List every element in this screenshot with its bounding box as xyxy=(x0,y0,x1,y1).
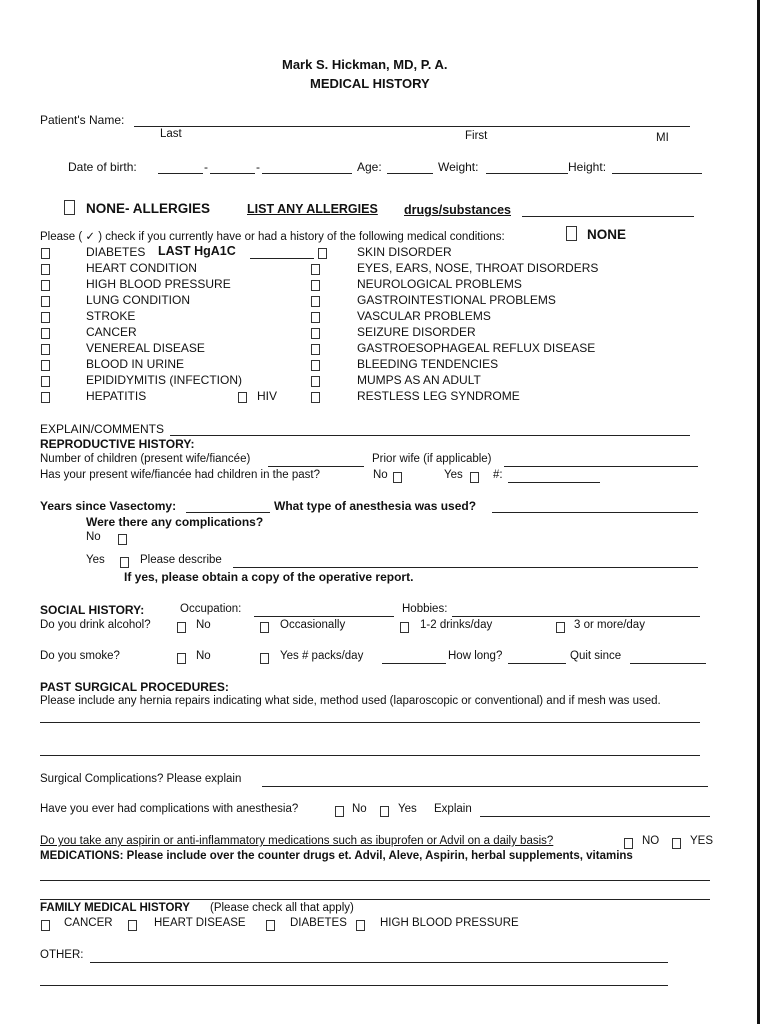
children-label: Number of children (present wife/fiancée) xyxy=(40,453,251,465)
condition-checkbox[interactable] xyxy=(41,328,50,339)
condition-label: CANCER xyxy=(86,325,137,339)
dob-dash-1: - xyxy=(204,160,208,174)
describe-field[interactable] xyxy=(233,567,698,568)
condition-checkbox[interactable] xyxy=(311,312,320,323)
patient-name-label: Patient's Name: xyxy=(40,113,125,127)
aspirin-yes-checkbox[interactable] xyxy=(672,838,681,849)
allergies-field[interactable] xyxy=(522,216,694,217)
operative-report-note: If yes, please obtain a copy of the operative report. xyxy=(124,570,414,584)
height-field[interactable] xyxy=(612,173,702,174)
condition-label: STROKE xyxy=(86,309,136,323)
condition-label: GASTROINTESTIONAL PROBLEMS xyxy=(357,293,556,307)
prior-wife-field[interactable] xyxy=(504,466,698,467)
age-field[interactable] xyxy=(387,173,433,174)
surgical-complications-label: Surgical Complications? Please explain xyxy=(40,773,242,785)
aspirin-yes-label: YES xyxy=(690,835,714,847)
alcohol-occasionally-label: Occasionally xyxy=(280,619,346,631)
patient-name-field[interactable] xyxy=(134,126,690,127)
condition-label: MUMPS AS AN ADULT xyxy=(357,373,481,387)
hobbies-label: Hobbies: xyxy=(402,603,448,615)
condition-label: GASTROESOPHAGEAL REFLUX DISEASE xyxy=(357,341,596,355)
please-describe-label: Please describe xyxy=(140,554,222,566)
condition-label: SKIN DISORDER xyxy=(357,245,452,259)
anesthesia-explain-field[interactable] xyxy=(480,816,710,817)
surgical-field-2[interactable] xyxy=(40,755,700,756)
anesthesia-no-checkbox[interactable] xyxy=(335,806,344,817)
condition-checkbox[interactable] xyxy=(41,312,50,323)
medications-label: MEDICATIONS: Please include over the counter drugs et. Advil, Aleve, Aspirin, herbal supplements, vitamins xyxy=(40,850,633,862)
age-label: Age: xyxy=(357,160,382,174)
dob-field-day[interactable] xyxy=(210,173,255,174)
packs-per-day-field[interactable] xyxy=(382,663,446,664)
surgical-heading: PAST SURGICAL PROCEDURES: xyxy=(40,680,229,694)
condition-label: EYES, EARS, NOSE, THROAT DISORDERS xyxy=(357,261,599,275)
conditions-instruction: Please ( ✓ ) check if you currently have or had a history of the following medical conditions: xyxy=(40,231,505,243)
dob-label: Date of birth: xyxy=(68,160,137,174)
condition-checkbox[interactable] xyxy=(41,392,50,403)
aspirin-no-label: NO xyxy=(642,835,660,847)
first-name-caption: First xyxy=(465,130,488,142)
family-heart-checkbox[interactable] xyxy=(128,920,137,931)
smoke-yes-checkbox[interactable] xyxy=(260,653,269,664)
children-field[interactable] xyxy=(268,466,364,467)
other-field-2[interactable] xyxy=(40,985,668,986)
condition-label: HEART CONDITION xyxy=(86,261,197,275)
reproductive-heading: REPRODUCTIVE HISTORY: xyxy=(40,437,195,451)
condition-checkbox[interactable] xyxy=(41,376,50,387)
anesthesia-complications-question: Have you ever had complications with anesthesia? xyxy=(40,803,299,815)
alcohol-3-more-checkbox[interactable] xyxy=(556,622,565,633)
alcohol-3-more-label: 3 or more/day xyxy=(574,619,645,631)
how-long-label: How long? xyxy=(448,650,503,662)
social-heading: SOCIAL HISTORY: xyxy=(40,603,145,617)
wife-children-label: Has your present wife/fiancée had children in the past? xyxy=(40,469,320,481)
aspirin-no-checkbox[interactable] xyxy=(624,838,633,849)
condition-checkbox[interactable] xyxy=(311,264,320,275)
smoke-no-label: No xyxy=(196,650,211,662)
anesthesia-explain-label: Explain xyxy=(434,803,472,815)
weight-label: Weight: xyxy=(438,160,479,174)
condition-checkbox[interactable] xyxy=(41,280,50,291)
condition-checkbox[interactable] xyxy=(311,280,320,291)
condition-label: EPIDIDYMITIS (INFECTION) xyxy=(86,373,242,387)
wife-children-no-checkbox[interactable] xyxy=(393,472,402,483)
family-item-label: CANCER xyxy=(64,917,113,929)
last-name-caption: Last xyxy=(160,128,182,140)
medications-field-1[interactable] xyxy=(40,880,710,881)
condition-label: HEPATITIS xyxy=(86,389,147,403)
complications-question: Were there any complications? xyxy=(86,515,264,529)
none-conditions-label: NONE xyxy=(587,227,627,242)
page-edge-border xyxy=(757,0,760,1024)
condition-label: SEIZURE DISORDER xyxy=(357,325,476,339)
condition-checkbox[interactable] xyxy=(311,360,320,371)
aspirin-question: Do you take any aspirin or anti-inflammatory medications such as ibuprofen or Advil on a daily basis? xyxy=(40,835,554,847)
condition-label: BLOOD IN URINE xyxy=(86,357,185,371)
last-hga1c-label: LAST HgA1C xyxy=(158,244,236,258)
hobbies-field[interactable] xyxy=(452,616,700,617)
wife-children-yes-checkbox[interactable] xyxy=(470,472,479,483)
dob-dash-2: - xyxy=(256,160,260,174)
condition-label: BLEEDING TENDENCIES xyxy=(357,357,499,371)
family-diabetes-checkbox[interactable] xyxy=(266,920,275,931)
other-field-1[interactable] xyxy=(90,962,668,963)
quit-since-label: Quit since xyxy=(570,650,622,662)
hiv-checkbox[interactable] xyxy=(238,392,247,403)
wife-children-count-field[interactable] xyxy=(508,482,600,483)
condition-checkbox[interactable] xyxy=(311,392,320,403)
family-item-label: DIABETES xyxy=(290,917,347,929)
family-item-label: HEART DISEASE xyxy=(154,917,246,929)
none-allergies-checkbox[interactable] xyxy=(64,200,75,215)
condition-label: VENEREAL DISEASE xyxy=(86,341,205,355)
condition-label: DIABETES xyxy=(86,245,146,259)
wife-children-yes-label: Yes xyxy=(444,469,463,481)
mi-caption: MI xyxy=(656,132,669,144)
alcohol-1-2-checkbox[interactable] xyxy=(400,622,409,633)
family-heading: FAMILY MEDICAL HISTORY xyxy=(40,902,190,914)
anesthesia-type-field[interactable] xyxy=(492,512,698,513)
wife-children-count-label: #: xyxy=(493,469,503,481)
condition-label: HIGH BLOOD PRESSURE xyxy=(86,277,231,291)
condition-checkbox[interactable] xyxy=(311,344,320,355)
anesthesia-no-label: No xyxy=(352,803,367,815)
explain-comments-label: EXPLAIN/COMMENTS xyxy=(40,422,165,436)
vasectomy-years-field[interactable] xyxy=(186,512,270,513)
family-bp-checkbox[interactable] xyxy=(356,920,365,931)
drugs-substances-label: drugs/substances xyxy=(404,203,511,217)
form-title: MEDICAL HISTORY xyxy=(310,76,430,91)
condition-checkbox[interactable] xyxy=(318,248,327,259)
none-allergies-label: NONE- ALLERGIES xyxy=(86,201,211,216)
condition-label: RESTLESS LEG SYNDROME xyxy=(357,389,520,403)
condition-checkbox[interactable] xyxy=(41,264,50,275)
family-item-label: HIGH BLOOD PRESSURE xyxy=(380,917,519,929)
condition-checkbox[interactable] xyxy=(311,296,320,307)
anesthesia-type-label: What type of anesthesia was used? xyxy=(274,499,477,513)
list-allergies-label: LIST ANY ALLERGIES xyxy=(247,202,378,216)
condition-checkbox[interactable] xyxy=(41,360,50,371)
explain-comments-field[interactable] xyxy=(170,435,690,436)
condition-label: NEUROLOGICAL PROBLEMS xyxy=(357,277,522,291)
surgical-field-1[interactable] xyxy=(40,722,700,723)
condition-checkbox[interactable] xyxy=(41,248,50,259)
surgical-instruction: Please include any hernia repairs indicating what side, method used (laparoscopic or conventional) and if mesh was used. xyxy=(40,695,661,707)
quit-since-field[interactable] xyxy=(630,663,706,664)
hga1c-field[interactable] xyxy=(250,258,314,259)
family-cancer-checkbox[interactable] xyxy=(41,920,50,931)
condition-checkbox[interactable] xyxy=(41,344,50,355)
alcohol-1-2-label: 1-2 drinks/day xyxy=(420,619,493,631)
hiv-label: HIV xyxy=(257,389,278,403)
vasectomy-yes-label: Yes xyxy=(86,554,105,566)
prior-wife-label: Prior wife (if applicable) xyxy=(372,453,492,465)
surgical-complications-field[interactable] xyxy=(262,786,708,787)
smoke-no-checkbox[interactable] xyxy=(177,653,186,664)
how-long-field[interactable] xyxy=(508,663,566,664)
alcohol-no-checkbox[interactable] xyxy=(177,622,186,633)
occupation-label: Occupation: xyxy=(180,603,242,615)
anesthesia-yes-label: Yes xyxy=(398,803,417,815)
condition-label: VASCULAR PROBLEMS xyxy=(357,309,491,323)
alcohol-no-label: No xyxy=(196,619,211,631)
weight-field[interactable] xyxy=(486,173,568,174)
vasectomy-no-label: No xyxy=(86,531,101,543)
other-label: OTHER: xyxy=(40,949,84,961)
none-conditions-checkbox[interactable] xyxy=(566,226,577,241)
condition-checkbox[interactable] xyxy=(311,376,320,387)
condition-checkbox[interactable] xyxy=(311,328,320,339)
occupation-field[interactable] xyxy=(254,616,394,617)
height-label: Height: xyxy=(568,160,607,174)
anesthesia-yes-checkbox[interactable] xyxy=(380,806,389,817)
wife-children-no-label: No xyxy=(373,469,388,481)
medications-field-2[interactable] xyxy=(40,899,710,900)
smoke-question: Do you smoke? xyxy=(40,650,120,662)
smoke-yes-label: Yes # packs/day xyxy=(280,650,364,662)
dob-field-month[interactable] xyxy=(158,173,203,174)
family-instruction: (Please check all that apply) xyxy=(210,902,354,914)
vasectomy-yes-checkbox[interactable] xyxy=(120,557,129,568)
alcohol-question: Do you drink alcohol? xyxy=(40,619,151,631)
alcohol-occasionally-checkbox[interactable] xyxy=(260,622,269,633)
condition-label: LUNG CONDITION xyxy=(86,293,191,307)
dob-field-year[interactable] xyxy=(262,173,352,174)
vasectomy-years-label: Years since Vasectomy: xyxy=(40,499,177,513)
vasectomy-no-checkbox[interactable] xyxy=(118,534,127,545)
condition-checkbox[interactable] xyxy=(41,296,50,307)
practice-name: Mark S. Hickman, MD, P. A. xyxy=(282,57,448,72)
